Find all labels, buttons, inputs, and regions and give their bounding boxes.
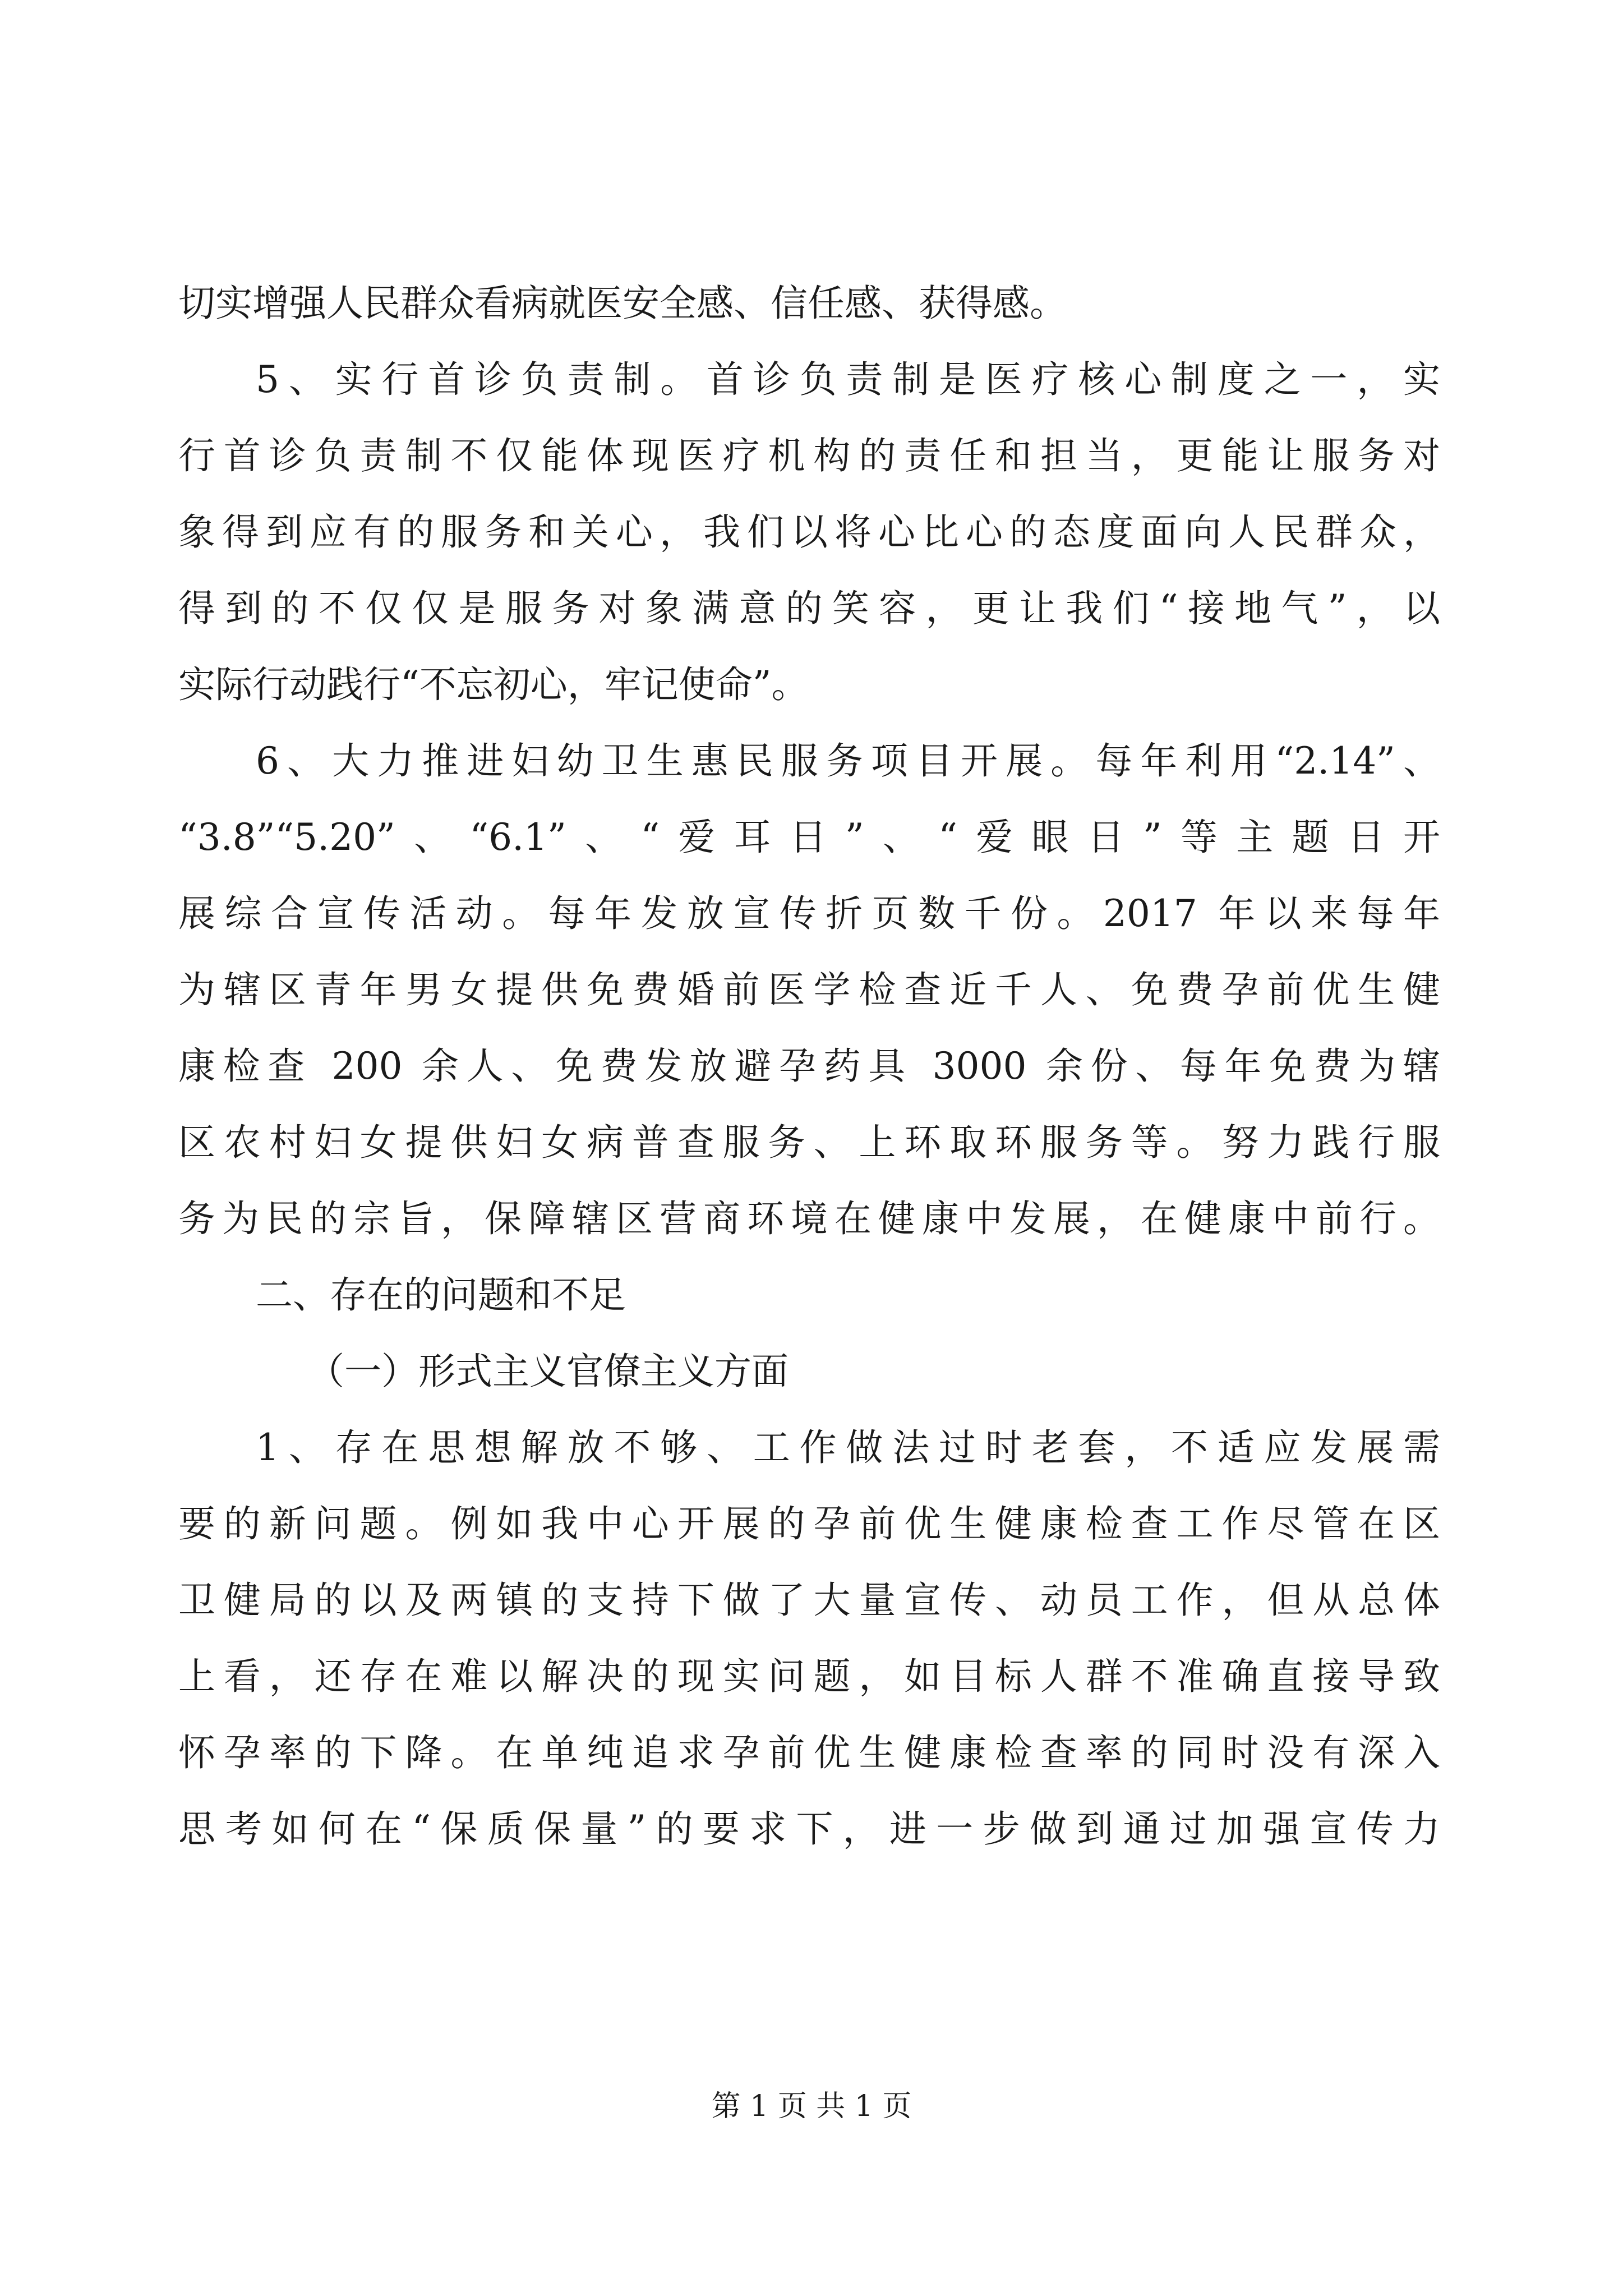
text-line: 卫健局的以及两镇的支持下做了大量宣传、动员工作，但从总体 [178,1579,1440,1622]
document-body [178,265,1440,1867]
text-line: 展综合宣传活动。每年发放宣传折页数千份。2017 年以来每年 [178,892,1440,935]
text-line: 务为民的宗旨，保障辖区营商环境在健康中发展，在健康中前行。 [178,1197,1440,1240]
text-line: 切实增强人民群众看病就医安全感、信任感、获得感。 [178,282,1067,325]
text-line: 二、存在的问题和不足 [256,1273,626,1317]
page-footer: 第 1 页 共 1 页 [711,2090,912,2123]
text-line: “3.8”“5.20”、“6.1”、“爱耳日”、“爱眼日”等主题日开 [178,816,1440,859]
text-line: 为辖区青年男女提供免费婚前医学检查近千人、免费孕前优生健 [178,968,1440,1011]
text-line: 1、存在思想解放不够、工作做法过时老套，不适应发展需 [256,1426,1440,1469]
text-line: 思考如何在“保质保量”的要求下，进一步做到通过加强宣传力 [178,1807,1440,1851]
text-line: 区农村妇女提供妇女病普查服务、上环取环服务等。努力践行服 [178,1121,1440,1164]
text-line: 象得到应有的服务和关心，我们以将心比心的态度面向人民群众， [178,510,1440,554]
text-line: （一）形式主义官僚主义方面 [307,1350,789,1393]
text-line: 上看，还存在难以解决的现实问题，如目标人群不准确直接导致 [178,1655,1440,1698]
text-line: 6、大力推进妇幼卫生惠民服务项目开展。每年利用“2.14”、 [256,739,1440,783]
text-line: 实际行动践行“不忘初心，牢记使命”。 [178,663,809,706]
text-line: 行首诊负责制不仅能体现医疗机构的责任和担当，更能让服务对 [178,434,1440,477]
text-line: 康检查 200 余人、免费发放避孕药具 3000 余份、每年免费为辖 [178,1045,1440,1088]
text-line: 得到的不仅仅是服务对象满意的笑容，更让我们“接地气”，以 [178,587,1440,630]
text-line: 5、实行首诊负责制。首诊负责制是医疗核心制度之一，实 [256,358,1440,401]
text-line: 要的新问题。例如我中心开展的孕前优生健康检查工作尽管在区 [178,1502,1440,1545]
text-line: 怀孕率的下降。在单纯追求孕前优生健康检查率的同时没有深入 [178,1731,1440,1774]
